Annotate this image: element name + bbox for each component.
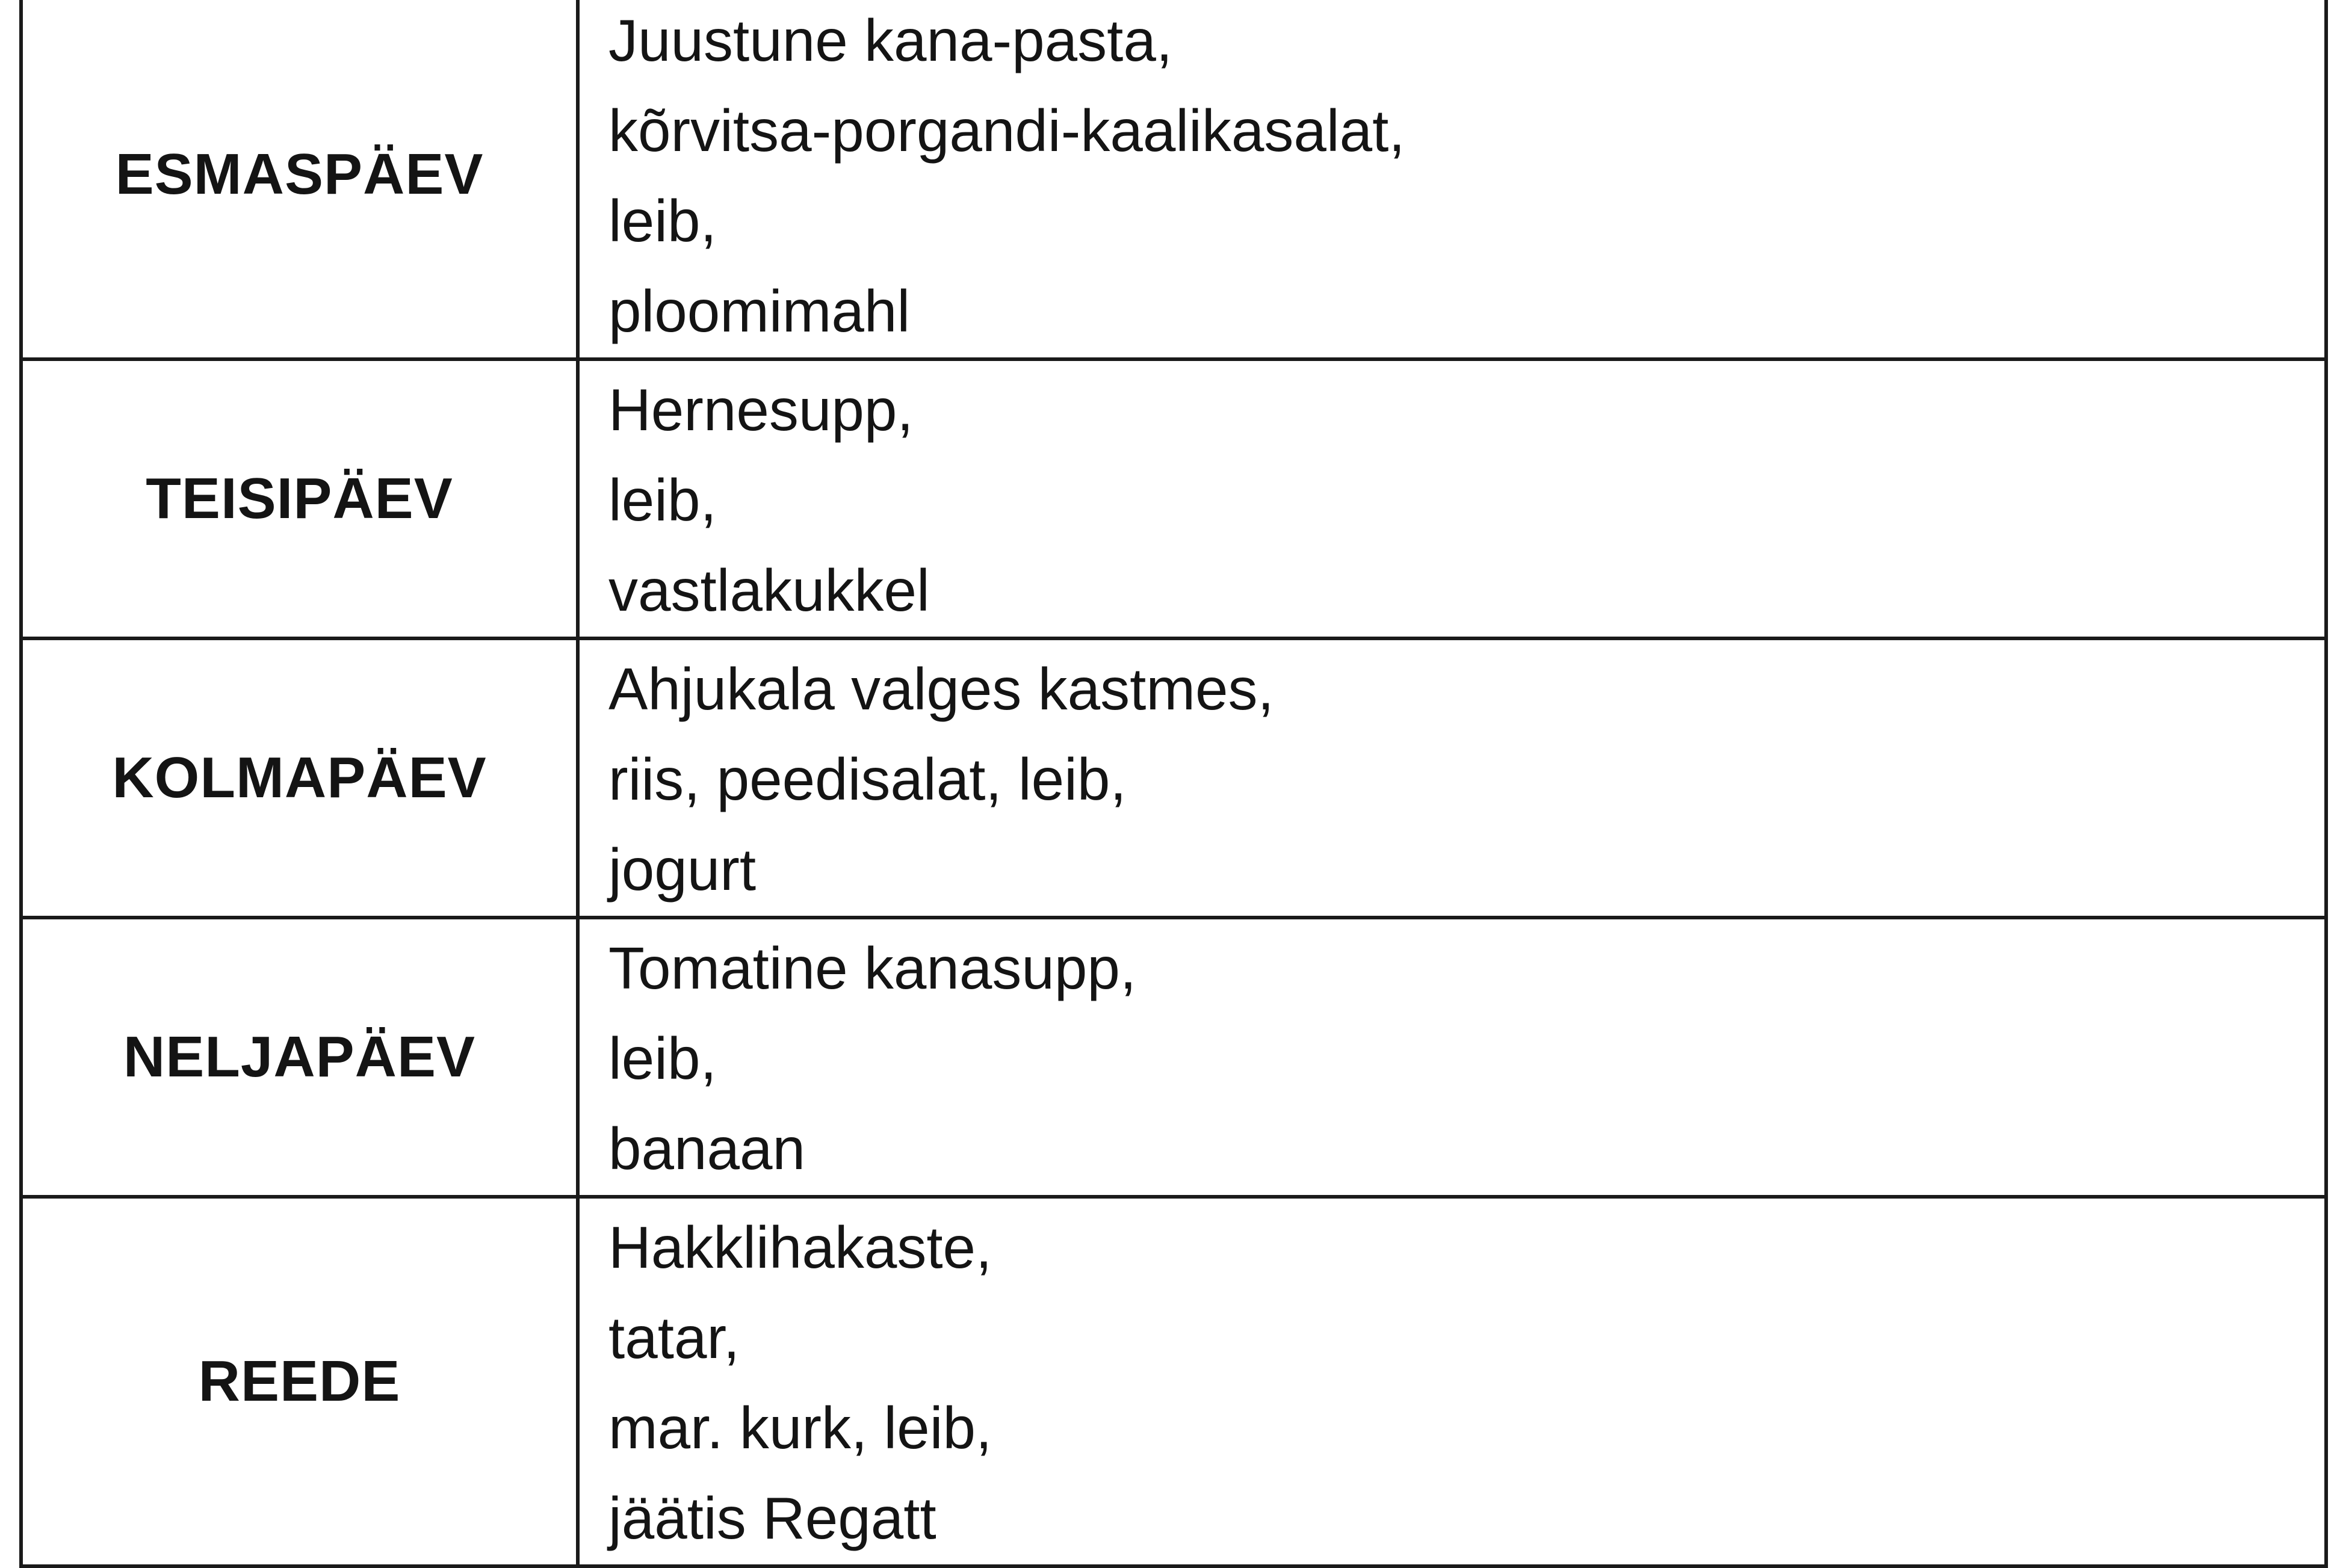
food-item: kõrvitsa-porgandi-kaalikasalat, [608, 97, 1405, 164]
food-list [578, 1197, 2326, 1566]
food-item: leib, [608, 1025, 717, 1091]
day-label: NELJAPÄEV [21, 918, 578, 1197]
food-item: ploomimahl [608, 278, 911, 344]
day-label: TEISIPÄEV [21, 359, 578, 638]
food-item: banaan [608, 1116, 806, 1182]
food-list [578, 359, 2326, 638]
food-list [578, 0, 2326, 359]
food-item: vastlakukkel [608, 557, 930, 623]
food-item: Tomatine kanasupp, [608, 935, 1137, 1001]
food-item: riis, peedisalat, leib, [608, 746, 1127, 812]
weekly-menu-table [19, 0, 2328, 1568]
food-item: mar. kurk, leib, [608, 1395, 992, 1461]
menu-row-thursday [21, 918, 2326, 1197]
food-item: Juustune kana-pasta, [608, 7, 1173, 73]
food-item: jogurt [608, 836, 757, 903]
food-item: Hernesupp, [608, 377, 914, 443]
day-label: ESMASPÄEV [21, 0, 578, 359]
food-item: jäätis Regatt [608, 1485, 936, 1551]
food-list [578, 638, 2326, 918]
food-item: Hakklihakaste, [608, 1214, 992, 1280]
day-label: REEDE [21, 1197, 578, 1566]
day-label: KOLMAPÄEV [21, 638, 578, 918]
food-item: leib, [608, 467, 717, 533]
food-item: leib, [608, 188, 717, 254]
food-list [578, 918, 2326, 1197]
menu-row-wednesday [21, 638, 2326, 918]
menu-row-monday [21, 0, 2326, 359]
menu-row-friday [21, 1197, 2326, 1566]
menu-row-tuesday [21, 359, 2326, 638]
food-item: Ahjukala valges kastmes, [608, 656, 1274, 722]
food-item: tatar, [608, 1304, 740, 1371]
